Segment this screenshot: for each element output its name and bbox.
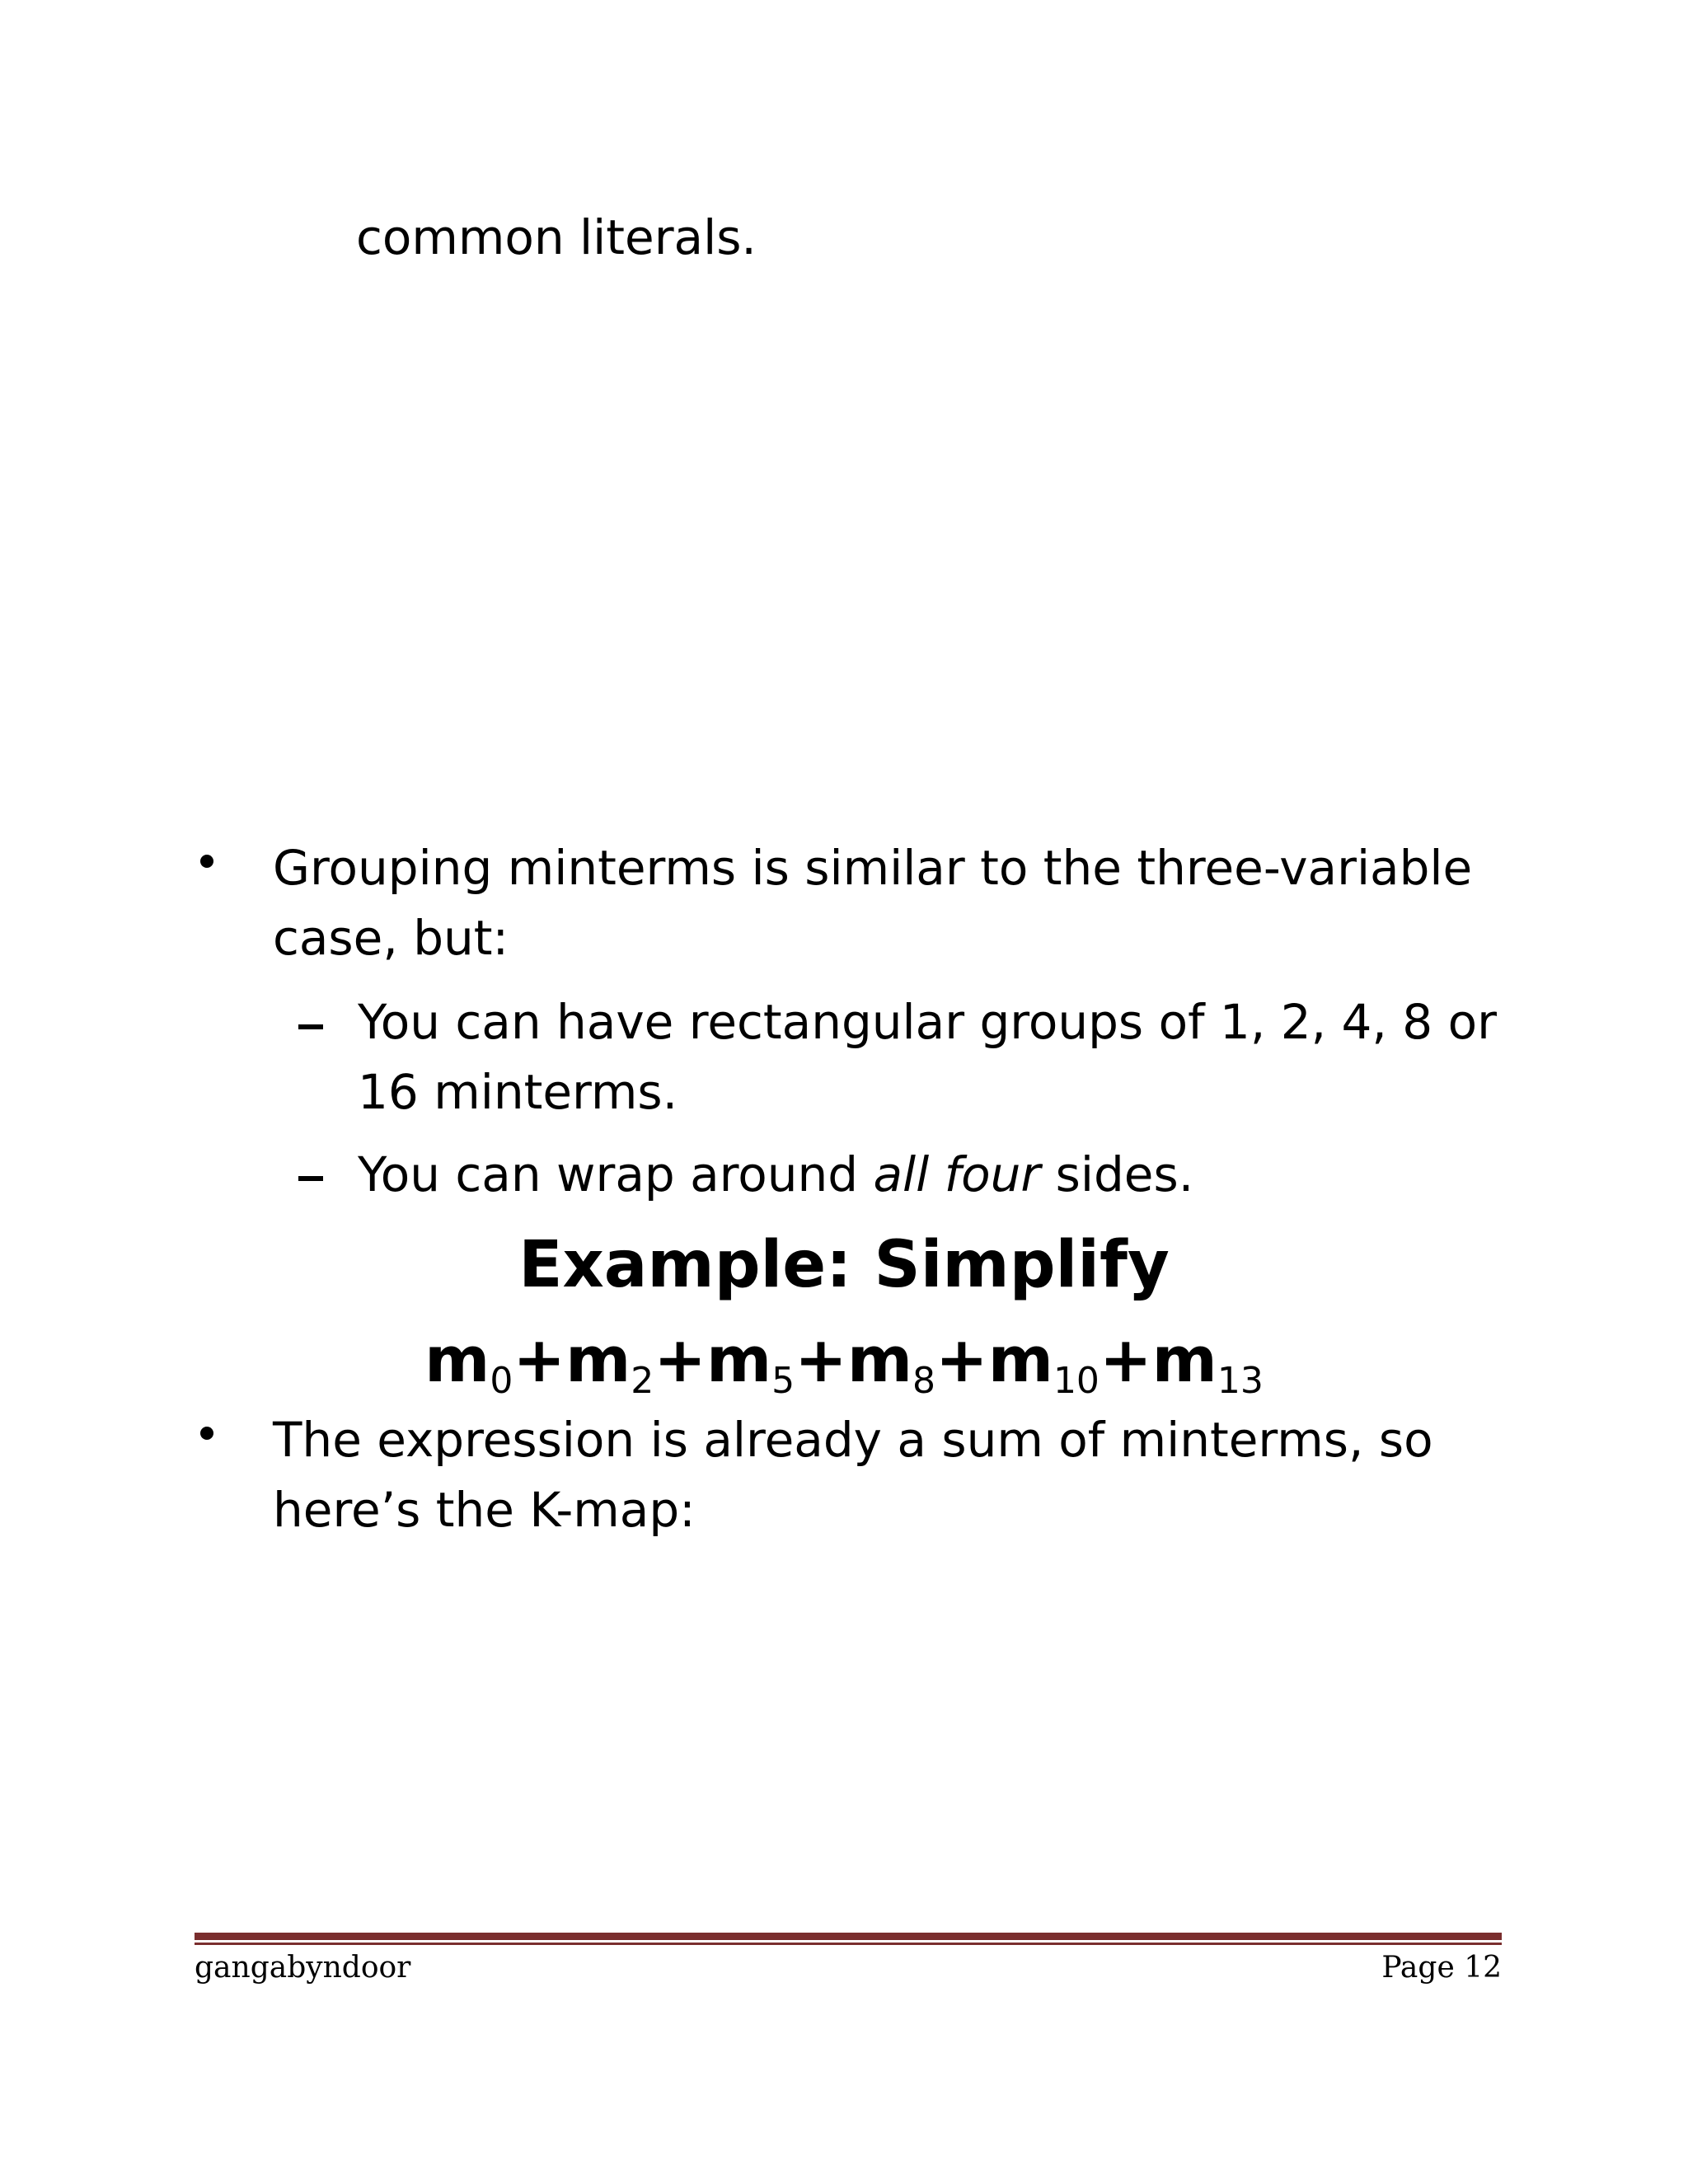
bullet-1-line-2: case, but:: [273, 910, 509, 966]
sub-bullet-marker: [298, 1024, 323, 1029]
sub-bullet-marker: [298, 1176, 323, 1181]
term-0-sep: +: [513, 1323, 566, 1396]
bullet-1-line-1: Grouping minterms is similar to the three-variable: [273, 840, 1473, 896]
continuation-text: common literals.: [356, 209, 757, 265]
term-3-base: m: [846, 1323, 913, 1396]
bullet-2-line-1: The expression is already a sum of minterms, so: [273, 1412, 1433, 1468]
term-4-sep: +: [1099, 1323, 1152, 1396]
sub-bullet-2-line: [358, 1146, 1193, 1203]
term-2-base: m: [706, 1323, 772, 1396]
example-expression: [0, 1319, 1688, 1422]
term-3-sub: 8: [912, 1360, 936, 1402]
sub-bullet-2-text-after: sides.: [1040, 1146, 1194, 1202]
sub-bullet-1-line-2: 16 minterms.: [358, 1064, 678, 1120]
sub-bullet-2-text-before: You can wrap around: [358, 1146, 874, 1202]
footer-left-text: gangabyndoor: [195, 1951, 411, 1985]
term-3-sep: +: [935, 1323, 988, 1396]
term-4-sub: 10: [1053, 1360, 1100, 1402]
term-2-sep: +: [795, 1323, 847, 1396]
bullet-2-line-2: here’s the K-map:: [273, 1482, 696, 1538]
term-5-sub: 13: [1217, 1360, 1264, 1402]
footer-rule-thick: [195, 1933, 1502, 1940]
term-2-sub: 5: [771, 1360, 795, 1402]
term-1-sep: +: [654, 1323, 706, 1396]
footer-rule-thin: [195, 1943, 1502, 1945]
emphasis-text: all four: [873, 1146, 1041, 1202]
term-5-base: m: [1151, 1323, 1217, 1396]
term-1-sub: 2: [631, 1360, 654, 1402]
bullet-marker: [200, 855, 213, 868]
term-1-base: m: [565, 1323, 631, 1396]
term-0-sub: 0: [490, 1360, 513, 1402]
example-heading: Example: Simplify: [518, 1228, 1170, 1302]
term-4-base: m: [987, 1323, 1053, 1396]
term-0-base: m: [424, 1323, 490, 1396]
sub-bullet-1-line-1: You can have rectangular groups of 1, 2, 4, 8 or: [358, 994, 1497, 1050]
bullet-marker: [200, 1427, 213, 1440]
footer-page-number: Page 12: [1381, 1951, 1502, 1985]
